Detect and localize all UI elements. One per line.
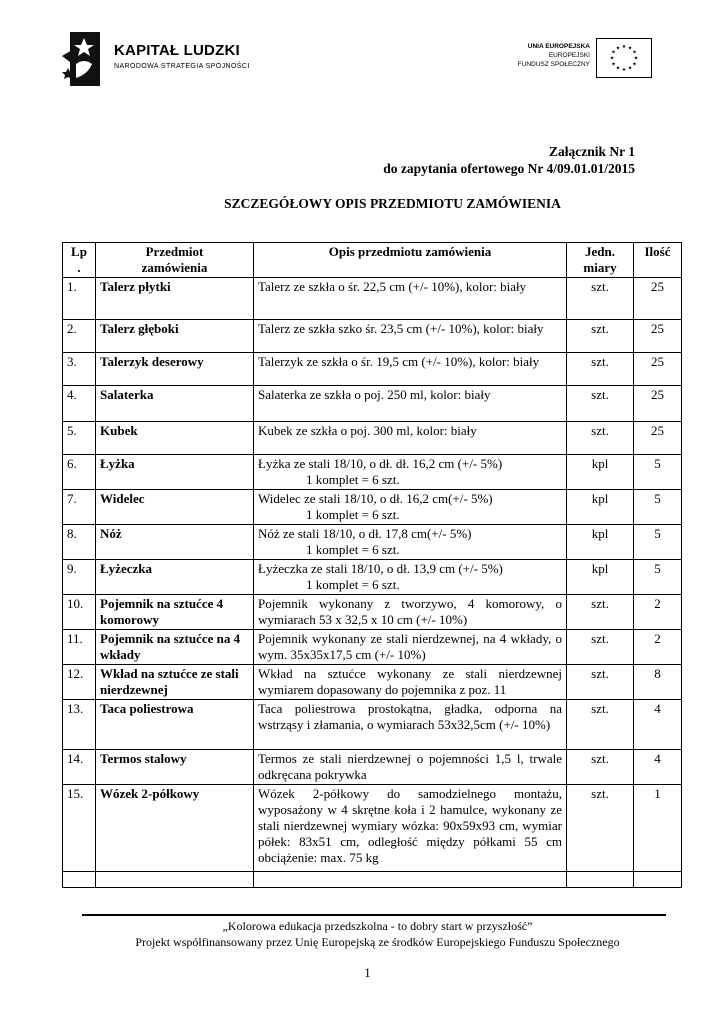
row-description: Talerz ze szkła o śr. 22,5 cm (+/- 10%), kolor: biały <box>254 278 567 320</box>
header-lp: Lp . <box>63 243 96 278</box>
row-description: Łyżeczka ze stali 18/10, o dł. 13,9 cm (+/- 5%) 1 komplet = 6 szt. <box>254 560 567 595</box>
header-description: Opis przedmiotu zamówienia <box>254 243 567 278</box>
row-unit: szt. <box>567 630 634 665</box>
annex-reference: do zapytania ofertowego Nr 4/09.01.01/2015 <box>383 161 635 176</box>
row-lp: 7. <box>63 490 96 525</box>
row-unit: szt. <box>567 665 634 700</box>
row-item-name: Wkład na sztućce ze stali nierdzewnej <box>96 665 254 700</box>
table-header-row <box>63 243 682 278</box>
row-lp: 2. <box>63 320 96 353</box>
row-item-name: Pojemnik na sztućce 4 komorowy <box>96 595 254 630</box>
row-unit: szt. <box>567 750 634 785</box>
row-lp: 12. <box>63 665 96 700</box>
row-quantity: 5 <box>634 525 682 560</box>
row-description: Łyżka ze stali 18/10, o dł. dł. 16,2 cm (+/- 5%) 1 komplet = 6 szt. <box>254 455 567 490</box>
page-number: 1 <box>364 965 371 980</box>
row-description: Taca poliestrowa prostokątna, gładka, odporna na wstrząsy i złamania, o wymiarach 53x32,5cm (+/- 10%) <box>254 700 567 750</box>
table-row <box>63 490 682 525</box>
row-lp: 15. <box>63 785 96 872</box>
row-lp: 14. <box>63 750 96 785</box>
eu-logo-text <box>518 42 590 69</box>
empty-cell <box>63 872 96 888</box>
row-unit: szt. <box>567 595 634 630</box>
row-item-name: Talerzyk deserowy <box>96 353 254 386</box>
row-description: Talerz ze szkła szko śr. 23,5 cm (+/- 10%), kolor: biały <box>254 320 567 353</box>
annex-number: Załącznik Nr 1 <box>548 144 635 159</box>
row-quantity: 8 <box>634 665 682 700</box>
row-quantity: 25 <box>634 422 682 455</box>
svg-text:★: ★ <box>621 67 627 73</box>
row-item-name: Talerz płytki <box>96 278 254 320</box>
row-unit: szt. <box>567 785 634 872</box>
table-row <box>63 750 682 785</box>
kapital-ludzki-emblem-icon <box>62 28 108 90</box>
footer-funding-note: Projekt współfinansowany przez Unię Europejską ze środków Europejskiego Funduszu Społecznego <box>135 935 620 949</box>
row-description-note: 1 komplet = 6 szt. <box>306 542 400 557</box>
svg-text:★: ★ <box>632 49 637 56</box>
empty-cell <box>96 872 254 888</box>
row-quantity: 25 <box>634 278 682 320</box>
eu-logo <box>508 38 654 82</box>
row-item-name: Łyżka <box>96 455 254 490</box>
row-description-note: 1 komplet = 6 szt. <box>306 507 400 522</box>
svg-text:★: ★ <box>611 61 616 68</box>
table-row <box>63 320 682 353</box>
row-description: Pojemnik wykonany z tworzywo, 4 komorowy, o wymiarach 53 x 32,5 x 10 cm (+/- 10%) <box>254 595 567 630</box>
svg-text:★: ★ <box>632 61 637 68</box>
row-lp: 5. <box>63 422 96 455</box>
row-lp: 13. <box>63 700 96 750</box>
row-unit: kpl <box>567 560 634 595</box>
row-item-name: Kubek <box>96 422 254 455</box>
row-unit: szt. <box>567 422 634 455</box>
row-description: Widelec ze stali 18/10, o dł. 16,2 cm(+/- 5%) 1 komplet = 6 szt. <box>254 490 567 525</box>
row-lp: 4. <box>63 386 96 422</box>
row-item-name: Nóż <box>96 525 254 560</box>
row-unit: szt. <box>567 386 634 422</box>
table-row <box>63 785 682 872</box>
table-row <box>63 525 682 560</box>
svg-text:★: ★ <box>621 44 627 50</box>
row-lp: 1. <box>63 278 96 320</box>
row-quantity: 25 <box>634 320 682 353</box>
table-row <box>63 386 682 422</box>
table-row <box>63 278 682 320</box>
row-unit: kpl <box>567 490 634 525</box>
annex-heading <box>383 143 635 177</box>
header-item: Przedmiot zamówienia <box>96 243 254 278</box>
table-row-empty <box>63 872 682 888</box>
row-quantity: 5 <box>634 490 682 525</box>
row-description: Talerzyk ze szkła o śr. 19,5 cm (+/- 10%), kolor: biały <box>254 353 567 386</box>
row-lp: 9. <box>63 560 96 595</box>
table-row <box>63 455 682 490</box>
row-lp: 8. <box>63 525 96 560</box>
row-item-name: Taca poliestrowa <box>96 700 254 750</box>
row-unit: szt. <box>567 278 634 320</box>
table-row <box>63 353 682 386</box>
table-row <box>63 665 682 700</box>
footer-project-name: „Kolorowa edukacja przedszkolna - to dobry start w przyszłość” <box>222 919 533 933</box>
eu-line-3: FUNDUSZ SPOŁECZNY <box>517 61 590 68</box>
row-item-name: Widelec <box>96 490 254 525</box>
svg-text:★: ★ <box>633 55 639 62</box>
table-row <box>63 595 682 630</box>
row-lp: 11. <box>63 630 96 665</box>
row-description: Termos ze stali nierdzewnej o pojemności 1,5 l, trwale odkręcana pokrywka <box>254 750 567 785</box>
row-quantity: 5 <box>634 560 682 595</box>
row-quantity: 2 <box>634 630 682 665</box>
svg-text:★: ★ <box>627 45 633 52</box>
row-quantity: 4 <box>634 750 682 785</box>
svg-text:★: ★ <box>611 49 616 56</box>
row-item-name: Łyżeczka <box>96 560 254 595</box>
footer <box>0 918 725 950</box>
logo-subtitle: NARODOWA STRATEGIA SPÓJNOŚCI <box>114 63 250 70</box>
table-row <box>63 422 682 455</box>
logo-title: KAPITAŁ LUDZKI <box>114 42 240 59</box>
row-unit: szt. <box>567 353 634 386</box>
row-item-name: Wózek 2-półkowy <box>96 785 254 872</box>
table-row <box>63 560 682 595</box>
row-quantity: 2 <box>634 595 682 630</box>
row-quantity: 4 <box>634 700 682 750</box>
header-quantity: Ilość <box>634 243 682 278</box>
svg-text:★: ★ <box>627 65 633 72</box>
row-description-note: 1 komplet = 6 szt. <box>306 472 400 487</box>
eu-line-2: EUROPEJSKI <box>548 52 590 59</box>
eu-line-1: UNIA EUROPEJSKA <box>527 43 590 50</box>
kapital-ludzki-logo <box>62 28 262 90</box>
row-lp: 6. <box>63 455 96 490</box>
empty-cell <box>634 872 682 888</box>
document-title: SZCZEGÓŁOWY OPIS PRZEDMIOTU ZAMÓWIENIA <box>224 196 561 211</box>
row-unit: kpl <box>567 455 634 490</box>
empty-cell <box>254 872 567 888</box>
row-description-note: 1 komplet = 6 szt. <box>306 577 400 592</box>
empty-cell <box>567 872 634 888</box>
row-quantity: 25 <box>634 353 682 386</box>
svg-text:★: ★ <box>609 55 615 62</box>
row-description: Wkład na sztućce wykonany ze stali nierdzewnej wymiarem dopasowany do pojemnika z poz. 11 <box>254 665 567 700</box>
footer-divider <box>82 914 666 916</box>
row-item-name: Talerz głęboki <box>96 320 254 353</box>
row-description: Salaterka ze szkła o poj. 250 ml, kolor: biały <box>254 386 567 422</box>
table-row <box>63 700 682 750</box>
row-item-name: Pojemnik na sztućce na 4 wkłady <box>96 630 254 665</box>
order-items-table <box>62 242 682 888</box>
row-lp: 10. <box>63 595 96 630</box>
table-row <box>63 630 682 665</box>
row-lp: 3. <box>63 353 96 386</box>
row-item-name: Termos stalowy <box>96 750 254 785</box>
row-item-name: Salaterka <box>96 386 254 422</box>
row-quantity: 1 <box>634 785 682 872</box>
header-unit: Jedn. miary <box>567 243 634 278</box>
row-description: Wózek 2-półkowy do samodzielnego montażu, wyposażony w 4 skrętne koła i 2 hamulce, wykonany ze stali nierdzewnej wymiary wózka: 90x59x93 cm, wymiar półek: 83x51 cm, odległość między półkami 55 cm obciążenie: max. 75 kg <box>254 785 567 872</box>
row-unit: szt. <box>567 700 634 750</box>
svg-text:★: ★ <box>615 45 621 52</box>
row-description: Kubek ze szkła o poj. 300 ml, kolor: biały <box>254 422 567 455</box>
row-description: Nóż ze stali 18/10, o dł. 17,8 cm(+/- 5%) 1 komplet = 6 szt. <box>254 525 567 560</box>
row-quantity: 5 <box>634 455 682 490</box>
row-unit: kpl <box>567 525 634 560</box>
svg-text:★: ★ <box>615 65 621 72</box>
eu-flag-icon <box>596 38 652 78</box>
row-description: Pojemnik wykonany ze stali nierdzewnej, na 4 wkłady, o wym. 35x35x17,5 cm (+/- 10%) <box>254 630 567 665</box>
row-quantity: 25 <box>634 386 682 422</box>
row-unit: szt. <box>567 320 634 353</box>
